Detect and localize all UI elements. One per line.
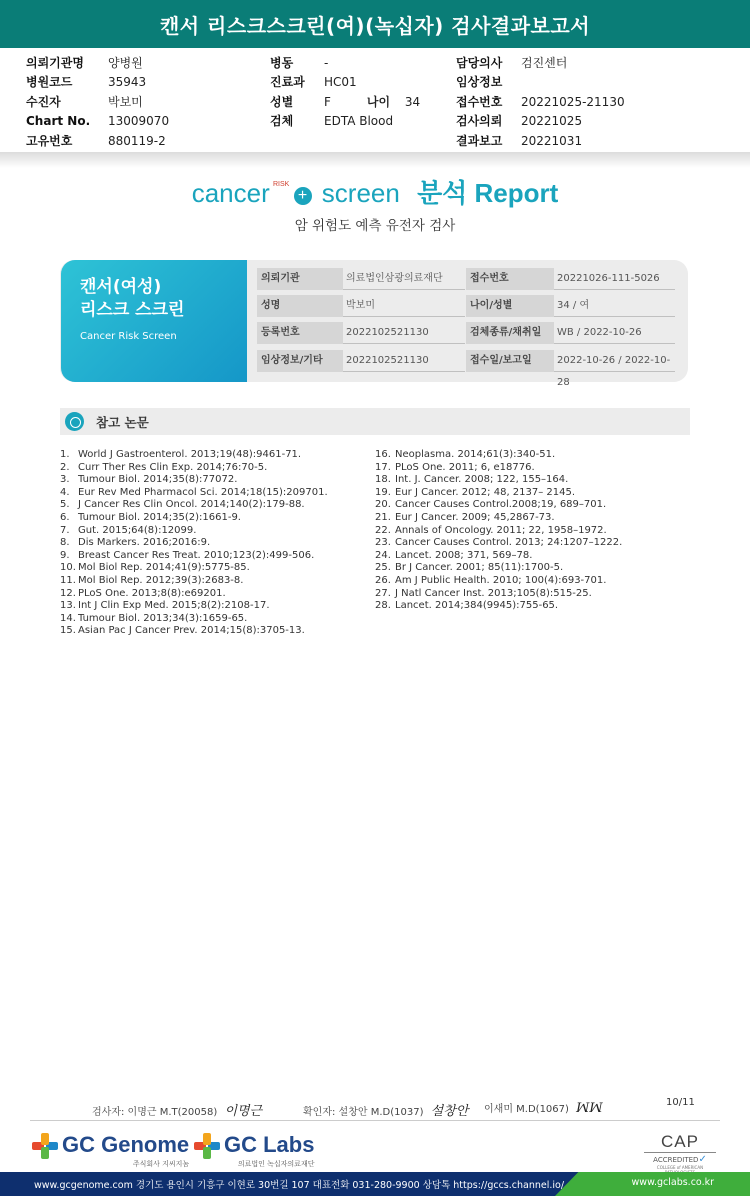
gc-genome-sub: 주식회사 지씨지놈 — [132, 1160, 190, 1168]
header-value: EDTA Blood — [324, 114, 394, 129]
reference-text: PLoS One. 2011; 6, e18776. — [395, 461, 535, 473]
banner-english: Cancer Risk Screen — [80, 331, 177, 342]
gc-labs-name: GC Labs — [224, 1132, 315, 1157]
confirmer1-name: 설창안 M.D(1037) — [338, 1107, 424, 1118]
logo-report-text: 분석 Report — [417, 178, 559, 208]
header-value: 20221025 — [521, 114, 583, 129]
reference-number: 7. — [60, 524, 70, 536]
reference-text: Curr Ther Res Clin Exp. 2014;76:70-5. — [78, 461, 268, 473]
reference-number: 14. — [60, 612, 76, 624]
gc-genome-name: GC Genome — [62, 1132, 190, 1157]
reference-icon — [65, 412, 84, 431]
reference-item — [375, 550, 622, 563]
reference-text: Mol Biol Rep. 2014;41(9):5775-85. — [78, 562, 250, 574]
header-value: 880119-2 — [108, 133, 166, 148]
section-title: 참고 논문 — [96, 415, 149, 430]
header-value: 20221031 — [521, 133, 583, 148]
reference-item — [60, 487, 328, 500]
info-label: 등록번호 — [257, 322, 343, 344]
reference-text: Cancer Causes Control. 2013; 24:1207–1222. — [395, 537, 623, 549]
header-label: 담당의사 — [456, 56, 503, 70]
info-label: 나이/성별 — [466, 295, 554, 317]
reference-text: Eur J Cancer. 2009; 45,2867-73. — [395, 511, 555, 523]
reference-item — [60, 575, 328, 588]
footer-contact-text: www.gcgenome.com 경기도 용인시 기흥구 이현로 30번길 107 대표전화 031-280-9900 상담톡 https://gccs.channel.io/ — [34, 1180, 565, 1191]
header-value: 35943 — [108, 75, 147, 90]
info-value: 20221026-111-5026 — [554, 268, 675, 290]
header-row — [270, 93, 420, 112]
age-label: 나이 — [366, 94, 391, 109]
header-label: 임상정보 — [456, 75, 503, 90]
info-value: 34 / 여 — [554, 295, 675, 317]
cap-accredited-logo — [644, 1132, 716, 1175]
reference-text: Tumour Biol. 2013;34(3):1659-65. — [78, 612, 248, 624]
header-row — [26, 54, 169, 73]
header-row — [456, 132, 625, 151]
reference-text: PLoS One. 2013;8(8):e69201. — [78, 587, 226, 599]
reference-item — [60, 525, 328, 538]
reference-number: 15. — [60, 625, 76, 637]
header-value: 13009070 — [108, 114, 170, 129]
reference-number: 13. — [60, 600, 76, 612]
cap-sub: ACCREDITED — [653, 1156, 699, 1164]
reference-item — [375, 562, 622, 575]
info-row — [257, 350, 675, 388]
header-row — [270, 54, 420, 73]
header-value: 검진센터 — [521, 56, 568, 70]
header-label: 의뢰기관명 — [26, 56, 84, 70]
reference-item — [375, 449, 622, 462]
reference-text: Mol Biol Rep. 2012;39(3):2683-8. — [78, 574, 244, 586]
reference-number: 21. — [375, 511, 391, 523]
reference-item — [60, 474, 328, 487]
reference-number: 22. — [375, 524, 391, 536]
reference-text: Am J Public Health. 2010; 100(4):693-701. — [395, 574, 607, 586]
reference-number: 16. — [375, 449, 391, 460]
reference-number: 20. — [375, 499, 391, 511]
reference-number: 23. — [375, 537, 391, 549]
reference-number: 12. — [60, 587, 76, 599]
reference-item — [60, 588, 328, 601]
reference-item — [375, 462, 622, 475]
header-row — [26, 73, 169, 92]
examiner-signature — [92, 1100, 262, 1119]
header-label: Chart No. — [26, 114, 91, 129]
reference-item — [375, 537, 622, 550]
reference-item — [60, 550, 328, 563]
age-value: 34 — [404, 94, 421, 109]
header-value: F — [324, 94, 331, 109]
confirmer2-signature — [484, 1100, 603, 1116]
header-value: 20221025-21130 — [521, 94, 625, 109]
banner-title-line1: 캔서(여성) — [80, 277, 162, 297]
gc-labs-logo — [194, 1133, 314, 1169]
reference-text: Tumour Biol. 2014;35(8):77072. — [78, 474, 238, 486]
info-value: 2022102521130 — [343, 322, 465, 344]
reference-item — [60, 625, 328, 638]
references-list-right — [375, 449, 622, 613]
header-row — [270, 112, 420, 131]
header-label: 검사의뢰 — [456, 114, 503, 129]
reference-item — [60, 600, 328, 613]
header-row — [456, 54, 625, 73]
reference-item — [60, 562, 328, 575]
info-label: 검체종류/채취일 — [466, 322, 554, 344]
reference-item — [60, 499, 328, 512]
header-column-3 — [456, 54, 625, 151]
report-title: 캔서 리스크스크린(여)(녹십자) 검사결과보고서 — [0, 0, 750, 48]
reference-number: 2. — [60, 461, 70, 473]
reference-text: Eur J Cancer. 2012; 48, 2137– 2145. — [395, 486, 576, 498]
header-label: 접수번호 — [456, 94, 503, 109]
reference-text: Breast Cancer Res Treat. 2010;123(2):499-506. — [78, 549, 315, 561]
reference-number: 28. — [375, 600, 391, 612]
reference-number: 1. — [60, 449, 70, 460]
logo-risk-text: RISK — [272, 181, 290, 188]
info-value: 의료법인삼광의료재단 — [343, 268, 465, 290]
examiner-label: 검사자: — [92, 1107, 125, 1118]
reference-number: 3. — [60, 474, 70, 486]
info-card-banner — [61, 260, 247, 382]
cancer-risk-screen-logo — [0, 173, 750, 213]
footer-bar — [0, 1172, 750, 1196]
confirmer2-sign: ꟽꟽ — [576, 1101, 603, 1116]
reference-text: Br J Cancer. 2001; 85(11):1700-5. — [395, 562, 564, 574]
reference-number: 17. — [375, 461, 391, 473]
reference-text: Dis Markers. 2016;2016:9. — [78, 537, 211, 549]
confirmer-label: 확인자: — [303, 1107, 336, 1118]
header-label: 병동 — [270, 56, 294, 70]
reference-item — [60, 512, 328, 525]
header-label: 검체 — [270, 114, 294, 129]
reference-item — [375, 499, 622, 512]
info-label: 의뢰기관 — [257, 268, 343, 290]
header-value: 박보미 — [108, 94, 143, 109]
info-row — [257, 322, 675, 344]
reference-number: 5. — [60, 499, 70, 511]
reference-text: Lancet. 2014;384(9945):755-65. — [395, 600, 559, 612]
cap-tiny-text: COLLEGE of AMERICAN — [656, 1165, 704, 1170]
reference-item — [375, 474, 622, 487]
header-row — [456, 73, 625, 92]
gc-genome-logo — [32, 1133, 189, 1169]
info-value: 2022102521130 — [343, 350, 465, 372]
header-value: - — [324, 56, 329, 70]
reference-text: J Cancer Res Clin Oncol. 2014;140(2):179-88. — [78, 499, 305, 511]
header-label: 병원코드 — [26, 75, 73, 90]
info-label: 성명 — [257, 295, 343, 317]
reference-item — [60, 462, 328, 475]
reference-text: Int J Clin Exp Med. 2015;8(2):2108-17. — [78, 600, 270, 612]
reference-number: 8. — [60, 537, 70, 549]
gc-cross-icon — [194, 1133, 220, 1159]
references-list-left — [60, 449, 328, 638]
report-subtitle: 암 위험도 예측 유전자 검사 — [294, 218, 456, 234]
header-divider — [0, 152, 750, 168]
confirmer-signature — [303, 1100, 468, 1119]
plus-icon: + — [294, 187, 312, 205]
reference-text: Int. J. Cancer. 2008; 122, 155–164. — [395, 474, 569, 486]
header-column-1 — [26, 54, 169, 151]
examiner-name: 이명근 M.T(20058) — [127, 1107, 218, 1118]
reference-text: World J Gastroenterol. 2013;19(48):9461-71. — [78, 449, 302, 460]
reference-text: Lancet. 2008; 371, 569–78. — [395, 549, 533, 561]
reference-number: 19. — [375, 486, 391, 498]
reference-item — [375, 600, 622, 613]
reference-text: Annals of Oncology. 2011; 22, 1958–1972. — [395, 524, 607, 536]
logo-word-cancer: cancer — [191, 178, 270, 208]
reference-item — [375, 512, 622, 525]
reference-text: Cancer Causes Control.2008;19, 689–701. — [395, 499, 607, 511]
header-label: 진료과 — [270, 75, 305, 90]
confirmer2-name: 이새미 M.D(1067) — [484, 1104, 569, 1115]
header-row — [456, 112, 625, 131]
info-label: 임상정보/기타 — [257, 350, 343, 372]
reference-item — [375, 575, 622, 588]
header-column-2 — [270, 54, 420, 132]
header-label: 고유번호 — [26, 133, 73, 148]
reference-number: 11. — [60, 574, 76, 586]
header-label: 수진자 — [26, 94, 61, 109]
reference-number: 27. — [375, 587, 391, 599]
info-value: 박보미 — [343, 295, 465, 317]
reference-item — [375, 525, 622, 538]
reference-text: Gut. 2015;64(8):12099. — [78, 524, 197, 536]
reference-number: 26. — [375, 574, 391, 586]
reference-number: 25. — [375, 562, 391, 574]
header-label: 결과보고 — [456, 133, 503, 148]
signature-divider — [30, 1120, 720, 1121]
gc-cross-icon — [32, 1133, 58, 1159]
reference-item — [60, 449, 328, 462]
header-value: HC01 — [324, 75, 357, 90]
page-number: 10/11 — [666, 1097, 695, 1108]
reference-item — [60, 537, 328, 550]
reference-text: Asian Pac J Cancer Prev. 2014;15(8):3705-13. — [78, 625, 305, 637]
examiner-sign: 이명근 — [224, 1104, 263, 1119]
cap-accredited-text — [644, 1152, 716, 1165]
info-row — [257, 268, 675, 290]
info-value: WB / 2022-10-26 — [554, 322, 675, 344]
reference-number: 4. — [60, 486, 70, 498]
reference-item — [60, 613, 328, 626]
check-icon: ✓ — [698, 1154, 707, 1165]
reference-item — [375, 588, 622, 601]
info-value: 2022-10-26 / 2022-10-28 — [554, 350, 675, 372]
reference-text: Tumour Biol. 2014;35(2):1661-9. — [78, 511, 241, 523]
info-label: 접수일/보고일 — [466, 350, 554, 372]
reference-number: 10. — [60, 562, 76, 574]
logo-word-screen: screen — [321, 178, 400, 208]
info-label: 접수번호 — [466, 268, 554, 290]
reference-text: Eur Rev Med Pharmacol Sci. 2014;18(15):209701. — [78, 486, 328, 498]
cap-text: CAP — [661, 1132, 699, 1151]
reference-number: 18. — [375, 474, 391, 486]
reference-number: 9. — [60, 549, 70, 561]
reference-text: Neoplasma. 2014;61(3):340-51. — [395, 449, 556, 460]
confirmer1-sign: 설창안 — [430, 1104, 469, 1119]
footer-website-text: www.gclabs.co.kr — [631, 1177, 714, 1188]
reference-text: J Natl Cancer Inst. 2013;105(8):515-25. — [395, 587, 592, 599]
header-row — [456, 93, 625, 112]
banner-title-line2: 리스크 스크린 — [80, 300, 185, 320]
header-row — [26, 132, 169, 151]
reference-number: 24. — [375, 549, 391, 561]
gc-labs-sub: 의료법인 녹십자의료재단 — [237, 1160, 315, 1168]
reference-number: 6. — [60, 511, 70, 523]
info-row — [257, 295, 675, 317]
references-section-header — [60, 408, 690, 435]
header-row — [26, 93, 169, 112]
header-label: 성별 — [270, 94, 294, 109]
header-row — [26, 112, 169, 131]
header-row — [270, 73, 420, 92]
reference-item — [375, 487, 622, 500]
header-value: 양병원 — [108, 56, 143, 70]
